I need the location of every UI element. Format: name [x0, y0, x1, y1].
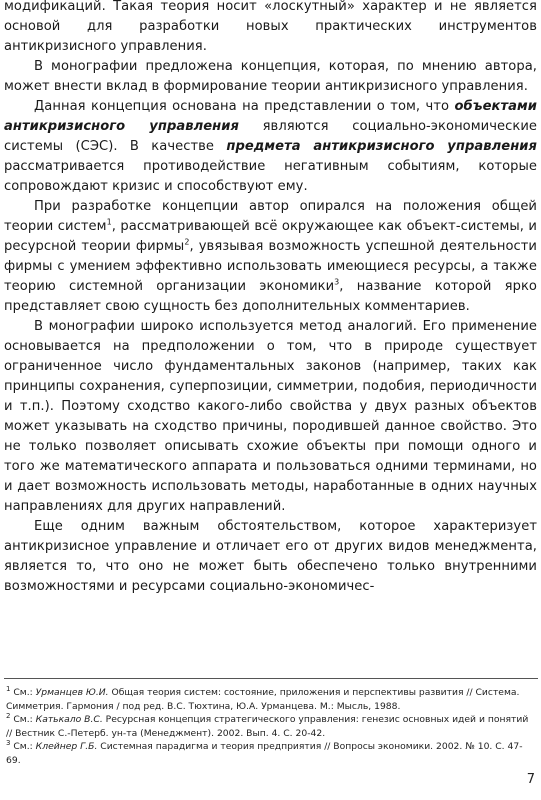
footnote-ref-2[interactable]: 2 — [184, 237, 190, 247]
paragraph-5: В монографии широко используется метод аналогий. Его применение основывается на предположении о том, что в природе существует ограниченное число фундаментальных законов (например, таких как принципы сохранения, суперпозиции, симметрии, подобия, периодичности и т.п.). Поэтому сходство какого-либо свойства у двух разных объектов может указывать на сходство причины, породившей данное свойство. Это не только позволяет описывать схожие объекты при помощи одного и того же математического аппарата и пользоваться одними терминами, но и дает возможность использовать методы, наработанные в одних научных направлениях для других направлений. — [4, 319, 537, 514]
paragraph-2: В монографии предложена концепция, которая, по мнению автора, может внести вклад в формирование теории антикризисного управления. — [4, 59, 537, 94]
footnote-lead: См.: — [10, 714, 36, 726]
paragraph-6: Еще одним важным обстоятельством, которое характеризует антикризисное управление и отличает его от других видов менеджмента, является то, что оно не может быть обеспечено только внутренними возможностями и ресурсами социально-экономичес- — [4, 519, 537, 594]
paragraph-4-text-c: , увязывая возможность успешной деятельности фирмы с умением эффективно использовать имеющиеся ресурсы, а также теорию системной организации экономики — [4, 239, 537, 294]
footnotes — [6, 686, 537, 768]
paragraph-3-text-b: являются социально-экономические системы (СЭС). В качестве — [4, 119, 537, 154]
footnote-1 — [6, 686, 537, 713]
footnote-author: Катькало В.С. — [35, 714, 103, 726]
footnote-number: 2 — [6, 712, 11, 721]
footnote-text: Системная парадигма и теория предприятия // Вопросы экономики. 2002. № 10. С. 47-69. — [6, 741, 523, 766]
paragraph-3-text-a: Данная концепция основана на представлении о том, что — [34, 99, 455, 114]
footnote-ref-3[interactable]: 3 — [334, 277, 340, 287]
paragraph-4-text-d: , название которой ярко представляет свою сущность без дополнительных комментариев. — [4, 279, 537, 314]
footnote-author: Урманцев Ю.И. — [35, 687, 109, 698]
paragraph-3-text-c: рассматривается противодействие негативным событиям, которые сопровождают кризис и способствуют ему. — [4, 159, 537, 194]
paragraph-4 — [4, 197, 537, 317]
footnote-number: 1 — [6, 684, 11, 693]
footnote-author: Клейнер Г.Б. — [35, 741, 98, 753]
footnote-text: Общая теория систем: состояние, приложения и перспективы развития // Система. Симметрия. Гармония / под ред. В.С. Тюхтина, Ю.А. Урманцева. М.: Мысль, 1988. — [6, 687, 520, 712]
footnote-lead: См.: — [10, 741, 36, 753]
main-text — [4, 0, 537, 597]
footnote-text: Ресурсная концепция стратегического управления: генезис основных идей и понятий // Вестник С.-Петерб. ун-та (Менеджмент). 2002. Вып. 4. С. 20-42. — [6, 714, 529, 739]
paragraph-4-text-a: При разработке концепции автор опирался на положения общей теории систем — [4, 199, 537, 234]
footnote-separator — [4, 678, 538, 679]
paragraph-4-text-b: , рассматривающей всё окружающее как объект-системы, и ресурсной теории фирмы — [4, 219, 537, 254]
keyword-subject: предмета антикризисного управления — [226, 139, 537, 154]
footnote-lead: См.: — [10, 687, 36, 698]
footnote-ref-1[interactable]: 1 — [106, 217, 112, 227]
paragraph-3 — [4, 97, 537, 197]
page-number: 7 — [526, 772, 535, 787]
footnote-2 — [6, 713, 537, 740]
paragraph-1: модификаций. Такая теория носит «лоскутный» характер и не является основой для разработки новых практических инструментов антикризисного управления. — [4, 0, 537, 54]
footnote-3 — [6, 740, 537, 767]
footnote-number: 3 — [6, 739, 11, 748]
keyword-objects: объектами антикризисного управления — [4, 99, 537, 134]
